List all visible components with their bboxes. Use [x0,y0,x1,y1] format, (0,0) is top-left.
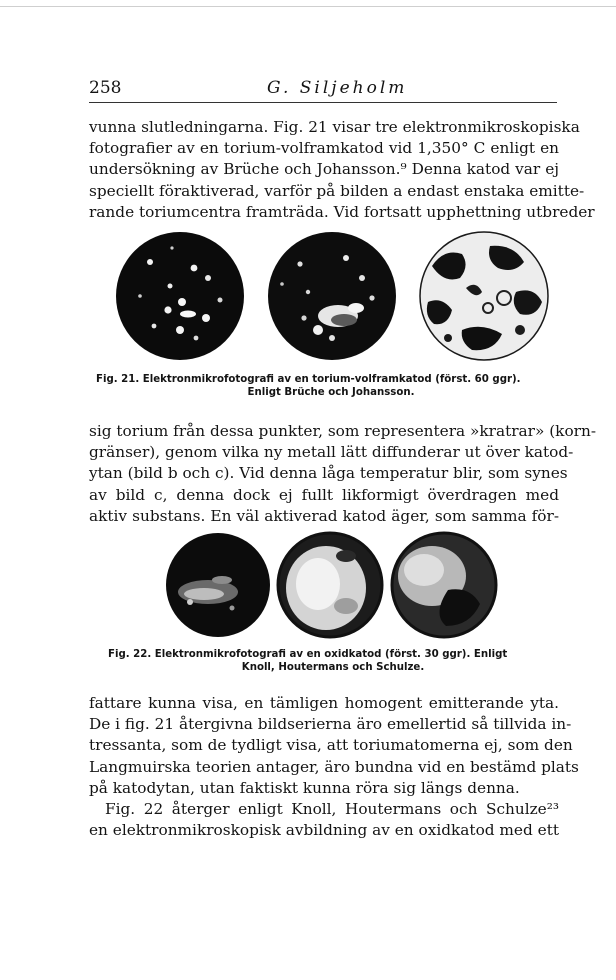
caption-line: Knoll, Houtermans och Schulze. [241,662,425,673]
running-title: G. Siljeholm [267,78,408,98]
figure-21-caption [96,373,566,399]
text-line: sig torium från dessa punkter, som representera »kratrar» (korn- [89,422,596,440]
micrograph-21c [420,232,548,360]
page-header [89,78,557,104]
text-line: tressanta, som de tydligt visa, att toriumatomerna ej, som den [89,736,573,755]
text-line: speciellt föraktiverad, varför på bilden a endast enstaka emitte- [89,181,585,200]
caption-line: Enligt Brüche och Johansson. [247,387,415,398]
text-line: på katodytan, utan faktiskt kunna röra sig längs denna. [89,778,520,797]
text-line: en elektronmikroskopisk avbildning av en oxidkatod med ett [89,821,559,840]
paragraph-2 [89,421,596,527]
header-rule [89,102,557,103]
figure-22-caption [108,648,558,674]
text-line: undersökning av Brüche och Johansson.⁹ Denna katod var ej [89,160,559,179]
micrograph-21a [116,232,244,360]
text-line: fotografier av en torium-volframkatod vid 1,350° C enligt en [89,139,559,158]
figure-22 [160,530,500,640]
micrograph-22b [278,533,382,637]
text-line: rande toriumcentra framträda. Vid fortsatt upphettning utbreder [89,202,595,221]
micrograph-21b [268,232,396,360]
text-line: De i fig. 21 återgivna bildserierna äro emellertid så tillvida in- [89,715,572,734]
text-line: ytan (bild b och c). Vid denna låga temperatur blir, som synes [89,464,568,483]
text-line: aktiv substans. En väl aktiverad katod äger, som samma för- [89,506,559,525]
scan-edge-rule [0,6,616,7]
figure-21 [110,226,560,366]
caption-line: Fig. 22. Elektronmikrofotografi av en oxidkatod (först. 30 ggr). Enligt [108,649,508,660]
text-line: Fig. 22 återger enligt Knoll, Houtermans och Schulze²³ [105,800,559,819]
paragraph-1 [89,117,595,223]
text-line: Langmuirska teorien antager, äro bundna vid en bestämd plats [89,757,579,776]
micrograph-22a [166,533,270,637]
text-line: av bild c, denna dock ej fullt likformigt överdragen med [89,485,559,504]
caption-line: Fig. 21. Elektronmikrofotografi av en torium-volframkatod (först. 60 ggr). [96,374,521,385]
micrograph-22c [392,533,496,637]
page-number: 258 [89,78,122,98]
paragraph-3 [89,693,579,841]
text-line: fattare kunna visa, en tämligen homogent emitterande yta. [89,694,559,712]
text-line: gränser), genom vilka ny metall lätt diffunderar ut över katod- [89,443,574,462]
text-line: vunna slutledningarna. Fig. 21 visar tre elektronmikroskopiska [89,118,580,136]
